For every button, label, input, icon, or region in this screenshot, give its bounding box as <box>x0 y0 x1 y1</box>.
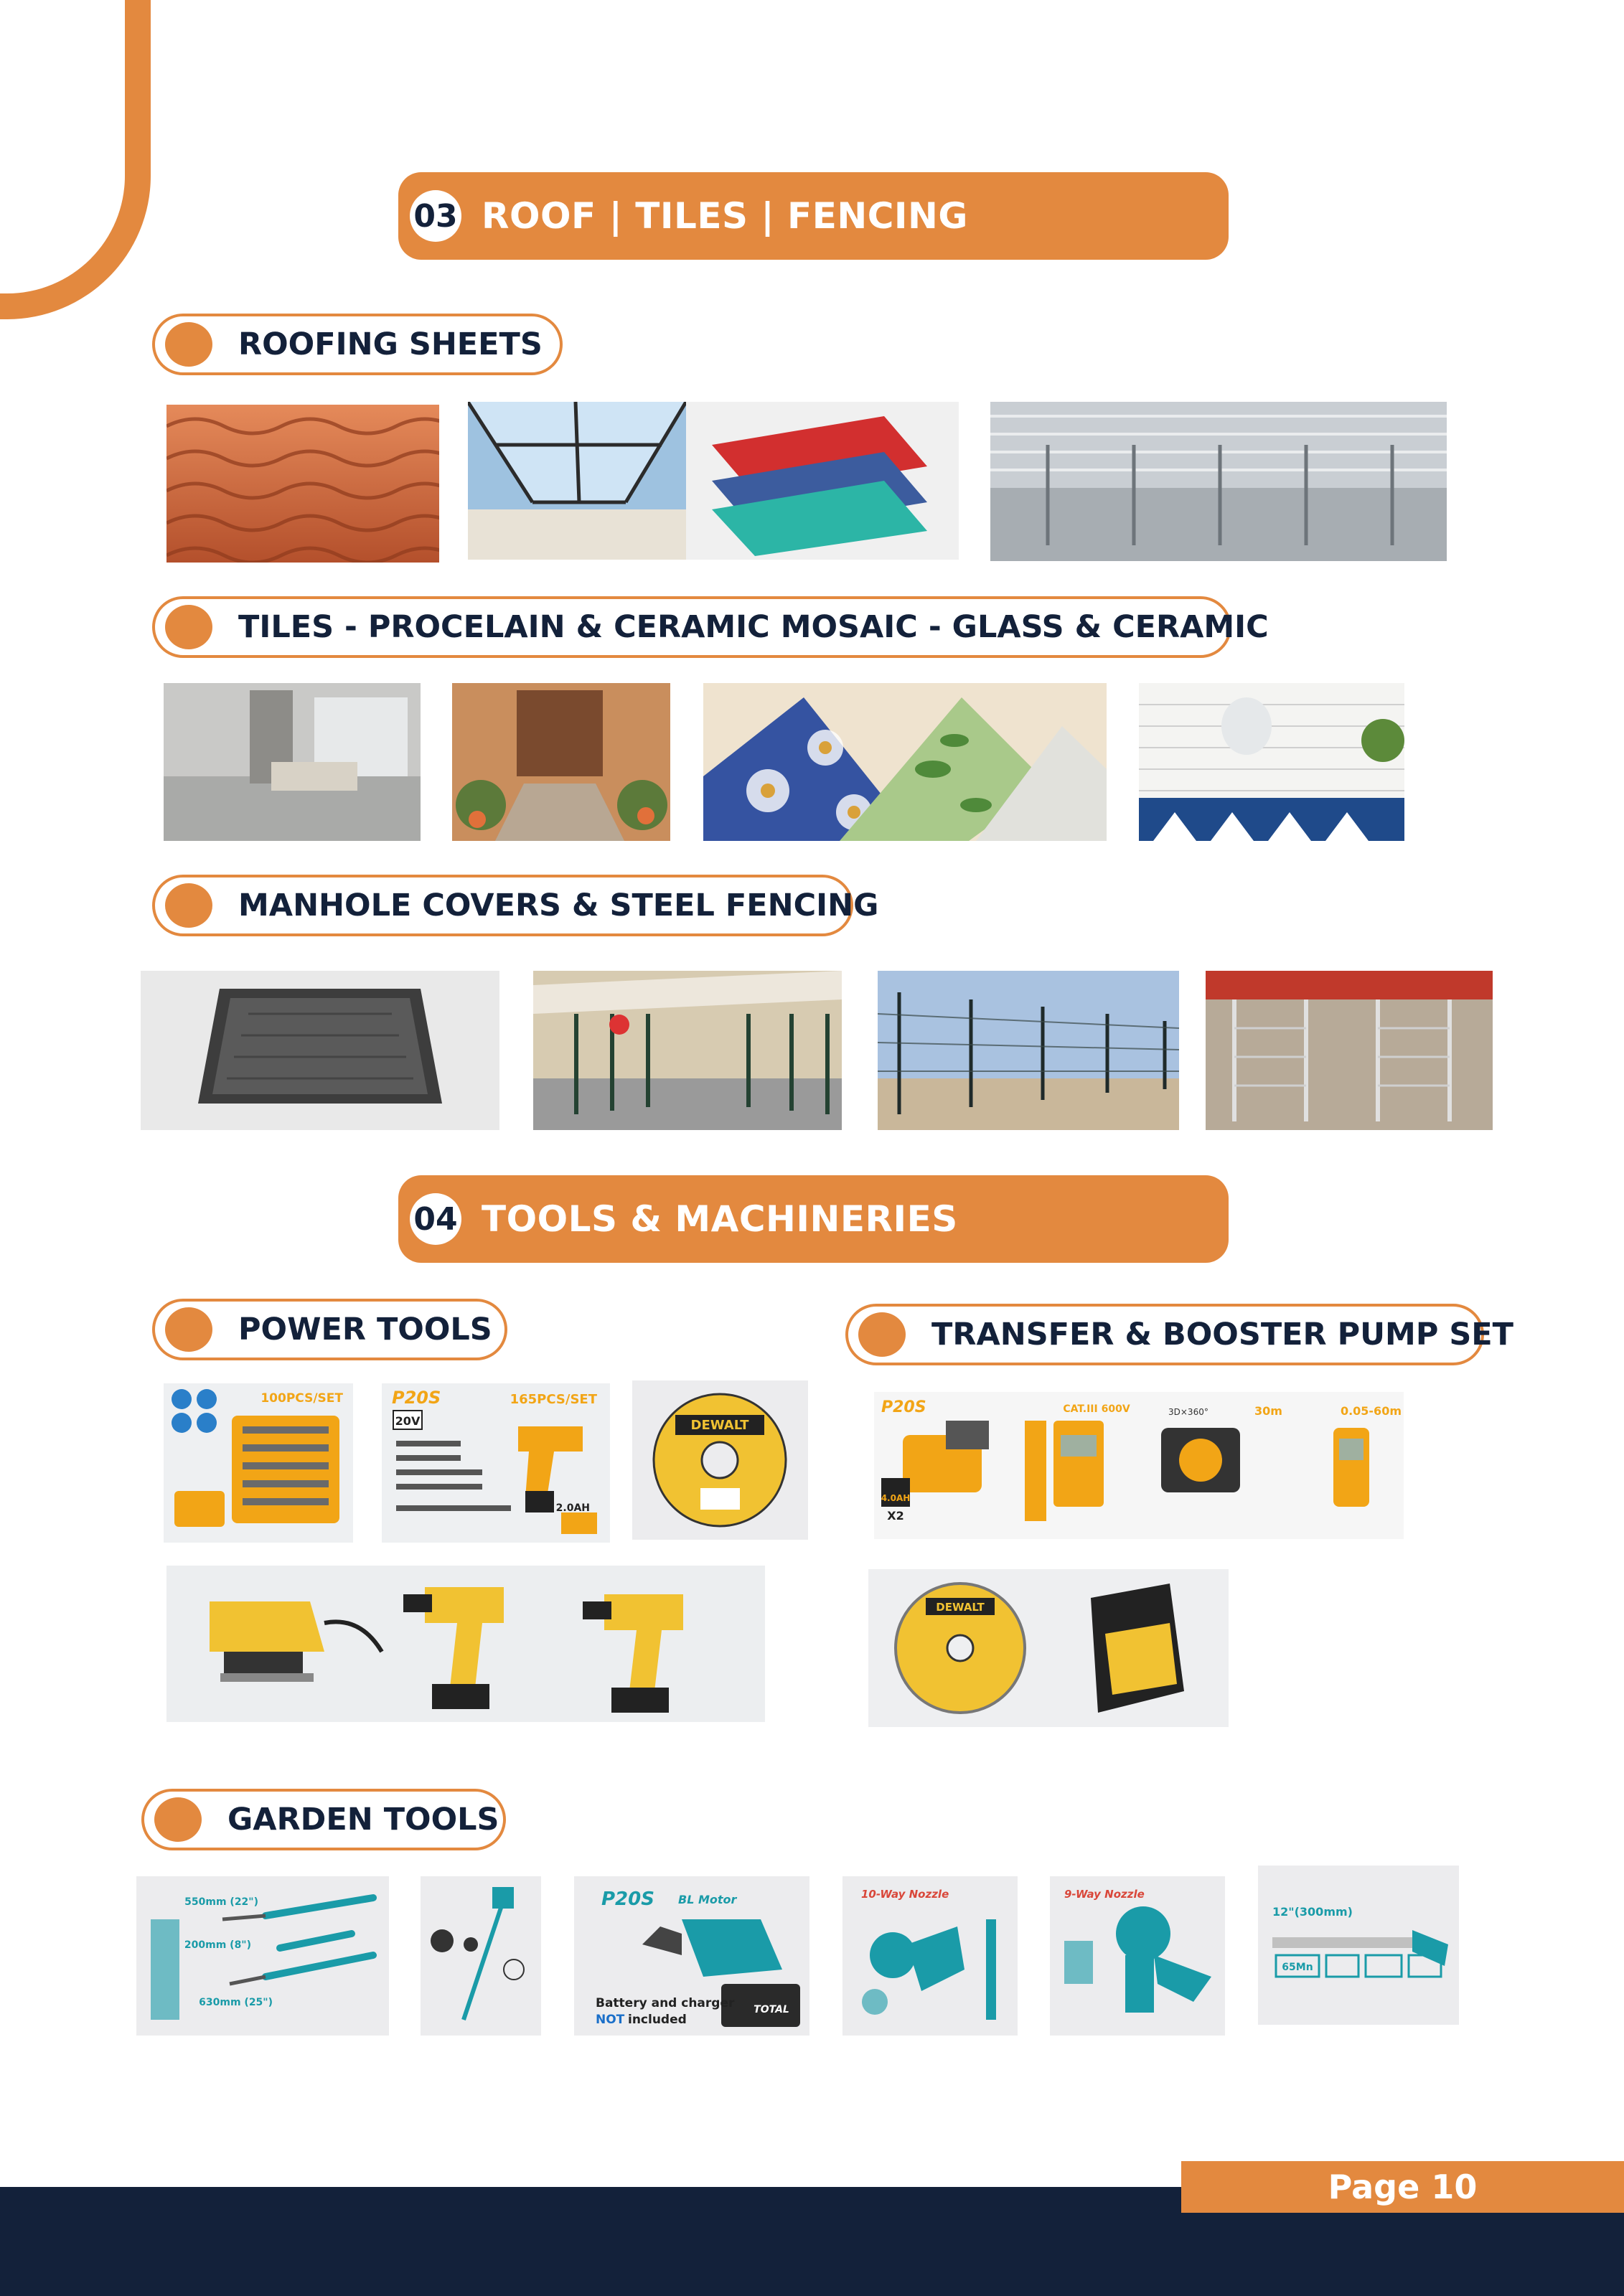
dewalt-cutting-disc-image <box>632 1380 808 1540</box>
saw-graphic <box>1258 1866 1459 2025</box>
battery-note-line2: included <box>628 2013 687 2027</box>
brand-total-label: TOTAL <box>754 2004 789 2015</box>
warehouse-roof-image <box>990 402 1447 561</box>
drills-graphic <box>166 1566 765 1722</box>
roof-tiles-image <box>166 405 439 563</box>
category-heading-power-tools <box>152 1299 507 1360</box>
category-heading-garden-tools <box>141 1789 506 1850</box>
tool-set-100pcs-image <box>164 1383 353 1543</box>
set-size-label: 165PCS/SET <box>510 1392 597 1407</box>
9-way-nozzle-image <box>1050 1876 1225 2036</box>
pruning-shears-graphic <box>574 1876 809 2036</box>
bullet-dot <box>165 1307 212 1352</box>
dewalt-logo-text: DEWALT <box>690 1418 749 1433</box>
brand-p20s-label: P20S <box>881 1398 926 1416</box>
brush-cutter-image <box>421 1876 541 2036</box>
length-label: 200mm (8") <box>184 1939 251 1951</box>
bullet-dot <box>165 322 212 367</box>
manhole-cover-image <box>141 971 499 1130</box>
category-label: TRANSFER & BOOSTER PUMP SET <box>931 1317 1513 1352</box>
battery-label: 4.0AH <box>881 1493 911 1503</box>
voltage-label: 20V <box>395 1414 421 1428</box>
disc-laser-graphic <box>868 1569 1229 1727</box>
mosaic-tiles-image <box>703 683 1107 841</box>
corner-decoration <box>0 0 151 319</box>
dewalt-logo-text: DEWALT <box>936 1601 985 1614</box>
laser-coverage-label: 3D×360° <box>1168 1407 1208 1417</box>
steel-grade-label: 65Mn <box>1282 1962 1313 1973</box>
category-label: MANHOLE COVERS & STEEL FENCING <box>238 888 879 923</box>
mosaic-graphic <box>703 683 1107 841</box>
page-number: Page 10 <box>1181 2161 1624 2213</box>
pump-set-tools-image <box>874 1392 1404 1539</box>
section-title: TOOLS & MACHINERIES <box>482 1198 958 1240</box>
category-heading-roofing <box>152 314 563 375</box>
section-banner-03 <box>398 172 1229 260</box>
battery-count-label: X2 <box>887 1509 904 1523</box>
section-number: 03 <box>410 190 461 242</box>
skylight-graphic <box>468 402 959 560</box>
diamond-disc-and-laser-level-image <box>868 1569 1229 1727</box>
roof-tiles-graphic <box>166 405 439 563</box>
manhole-graphic <box>141 971 499 1130</box>
brush-cutter-graphic <box>421 1876 541 2036</box>
battery-note-not: NOT <box>596 2013 625 2027</box>
length-label: 550mm (22") <box>184 1896 258 1908</box>
measure-range-label: 0.05-60m <box>1340 1404 1402 1418</box>
tool-set-165pcs-image <box>382 1383 610 1543</box>
bathroom-graphic <box>1139 683 1404 841</box>
cutting-disc-graphic <box>632 1380 808 1540</box>
category-label: GARDEN TOOLS <box>227 1802 499 1838</box>
battery-note-line1: Battery and charger <box>596 1996 735 2010</box>
nozzle-10-graphic <box>842 1876 1018 2036</box>
warehouse-graphic <box>990 402 1447 561</box>
category-label: TILES - PROCELAIN & CERAMIC MOSAIC - GLASS & CERAMIC <box>238 609 1269 645</box>
brand-p20s-label: P20S <box>601 1888 654 1910</box>
skylight-and-sheets-image <box>468 402 959 560</box>
bullet-dot <box>154 1797 202 1842</box>
nozzle-label: 9-Way Nozzle <box>1064 1888 1145 1901</box>
pruning-saw-image <box>1258 1866 1459 2025</box>
section-number: 04 <box>410 1193 461 1245</box>
turnstile-graphic <box>1206 971 1493 1130</box>
category-label: ROOFING SHEETS <box>238 326 543 362</box>
porcelain-living-room-image <box>164 683 421 841</box>
section-title: ROOF | TILES | FENCING <box>482 195 968 237</box>
category-heading-manhole <box>152 875 879 936</box>
perimeter-fence-image <box>878 971 1179 1130</box>
section-banner-04 <box>398 1175 1229 1263</box>
brand-p20s-label: P20S <box>392 1388 441 1408</box>
ceramic-courtyard-image <box>452 683 670 841</box>
motor-label: BL Motor <box>678 1893 737 1906</box>
pruning-shears-image <box>574 1876 809 2036</box>
category-heading-tiles <box>152 596 1269 658</box>
saw-length-label: 12"(300mm) <box>1272 1905 1353 1919</box>
fencing-entrance-graphic <box>533 971 842 1130</box>
turnstile-gate-image <box>1206 971 1493 1130</box>
tool-set-100-graphic <box>164 1383 353 1543</box>
pump-tools-graphic <box>874 1392 1404 1539</box>
hedge-shears-image <box>136 1876 389 2036</box>
bullet-dot <box>858 1312 906 1357</box>
battery-label: 2.0AH <box>555 1502 590 1514</box>
set-size-label: 100PCS/SET <box>261 1391 343 1406</box>
tool-set-165-graphic <box>382 1383 610 1543</box>
10-way-nozzle-image <box>842 1876 1018 2036</box>
meter-rating-label: CAT.III 600V <box>1063 1403 1130 1415</box>
bullet-dot <box>165 883 212 928</box>
steel-fencing-entrance-image <box>533 971 842 1130</box>
nozzle-label: 10-Way Nozzle <box>861 1888 949 1901</box>
living-room-graphic <box>164 683 421 841</box>
perimeter-fence-graphic <box>878 971 1179 1130</box>
category-heading-pump-set <box>845 1304 1513 1365</box>
laser-range-label: 30m <box>1254 1404 1282 1418</box>
length-label: 630mm (25") <box>199 1997 273 2008</box>
glass-ceramic-bathroom-image <box>1139 683 1404 841</box>
nozzle-9-graphic <box>1050 1876 1225 2036</box>
jigsaw-and-drills-image <box>166 1566 765 1722</box>
courtyard-graphic <box>452 683 670 841</box>
category-label: POWER TOOLS <box>238 1312 492 1347</box>
shears-graphic <box>136 1876 389 2036</box>
bullet-dot <box>165 605 212 649</box>
